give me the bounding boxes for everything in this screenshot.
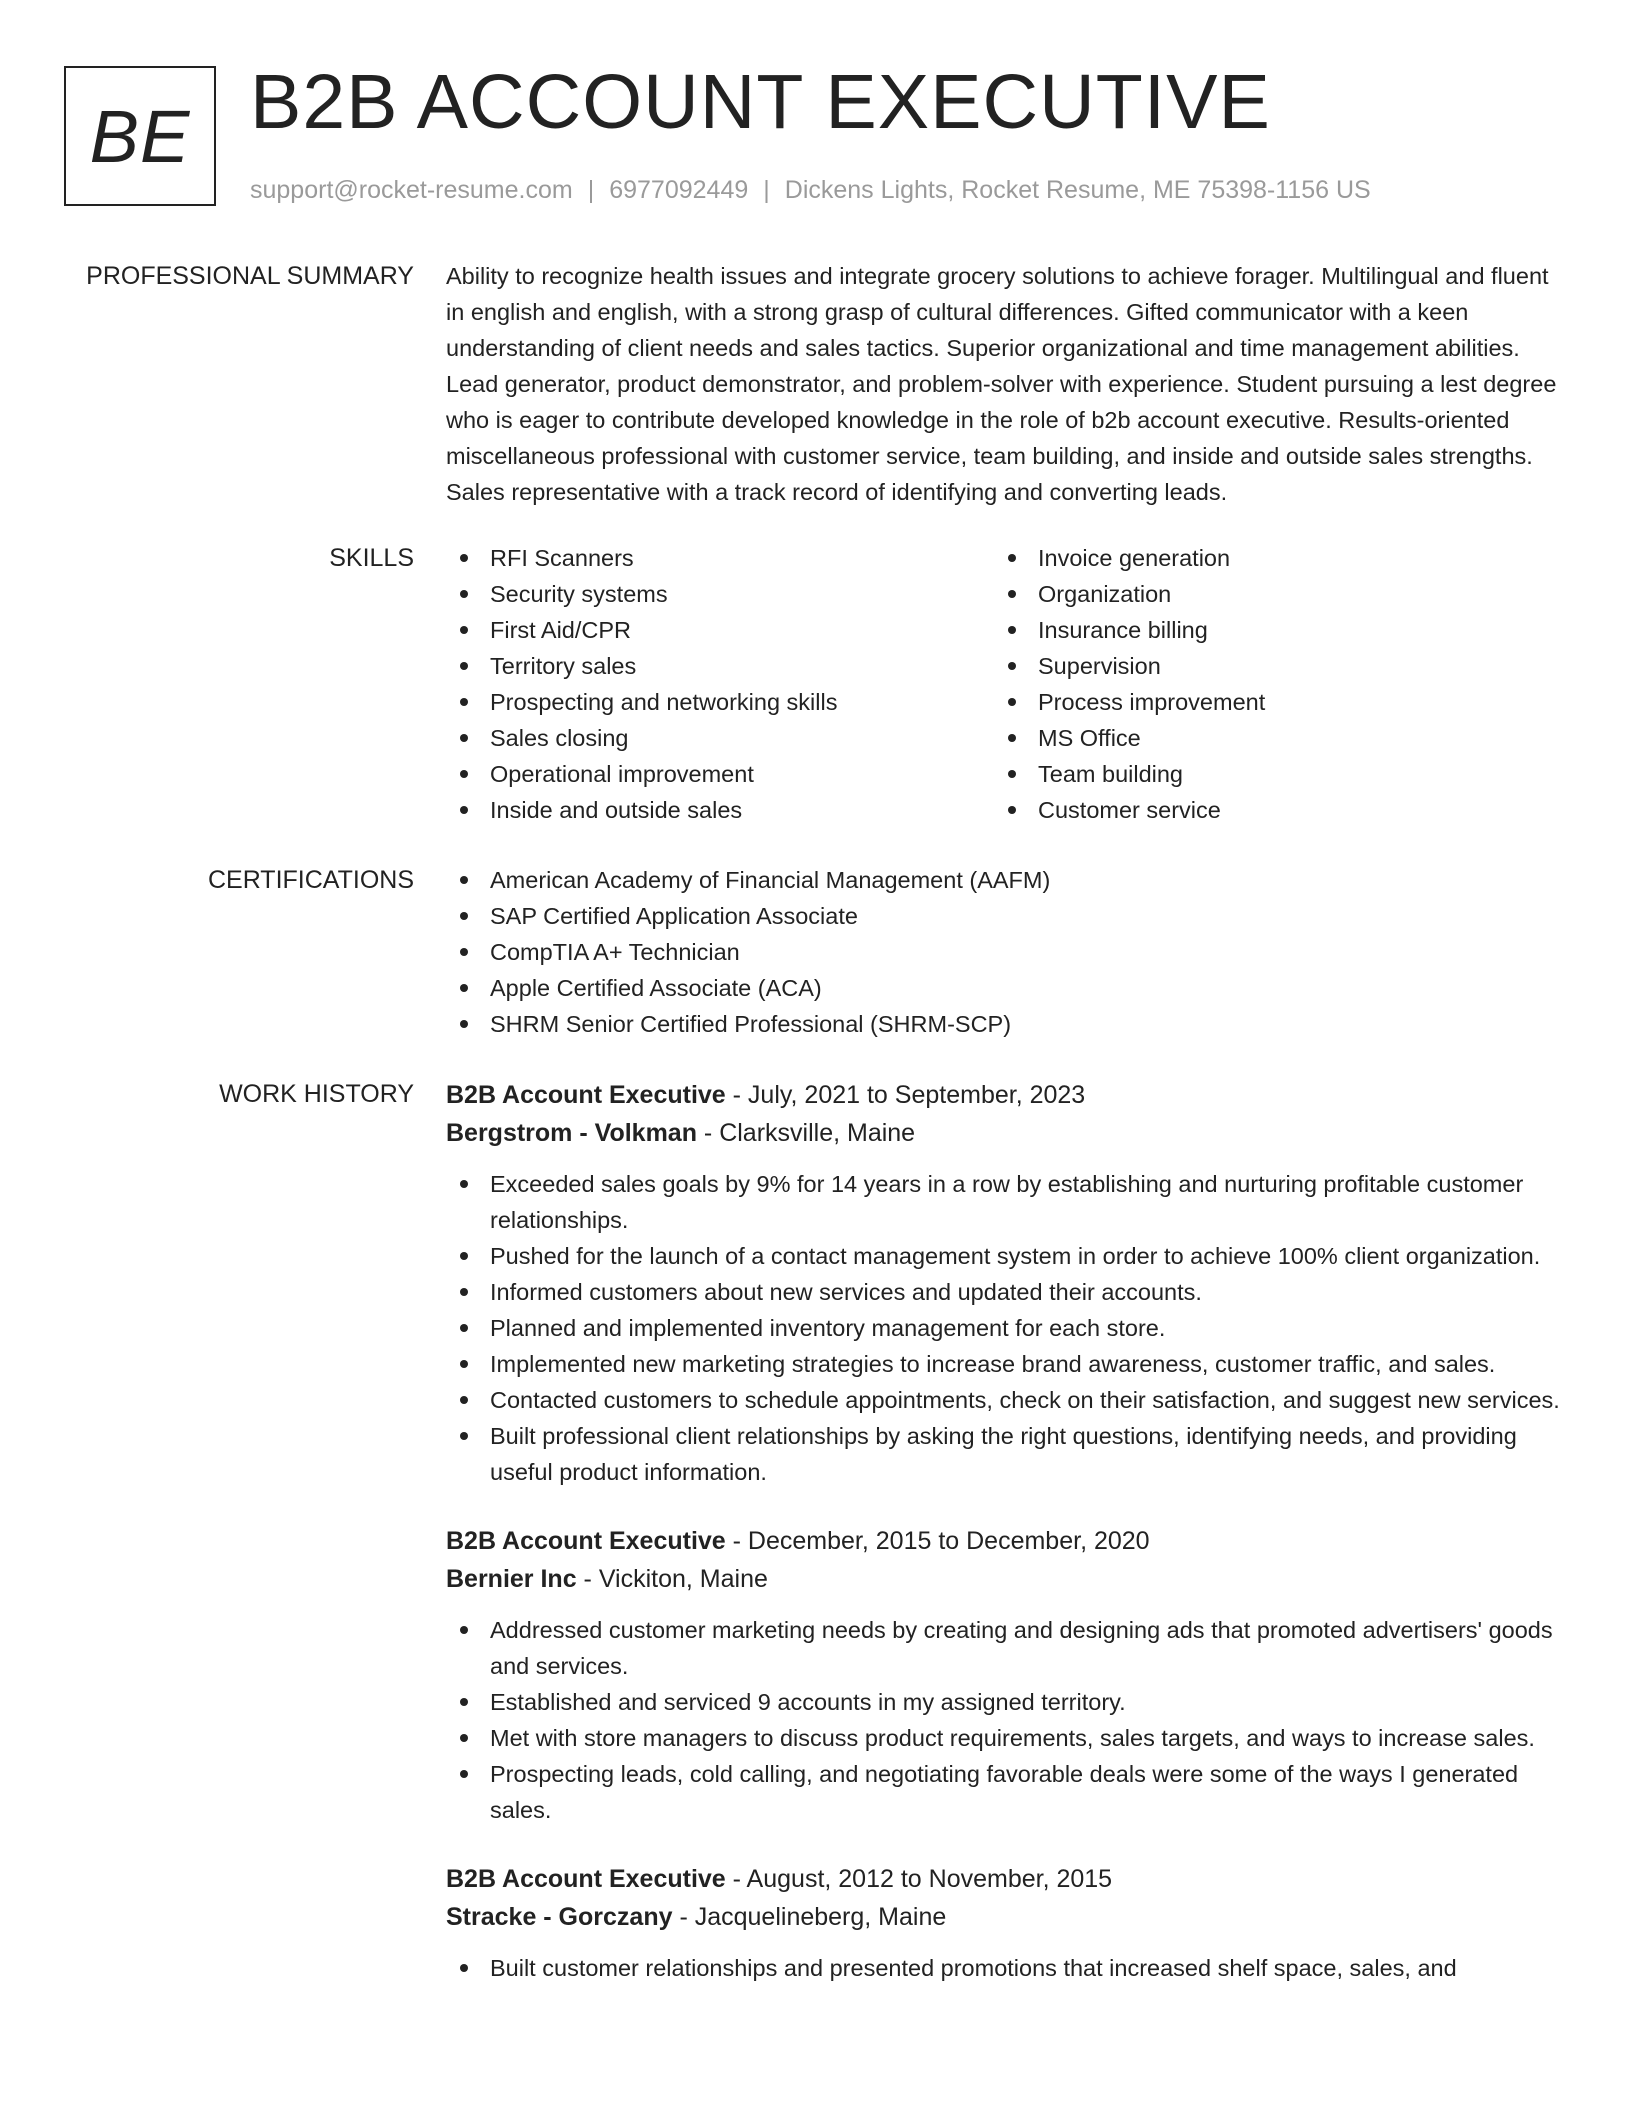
certification-item-text: SHRM Senior Certified Professional (SHRM-SCP) <box>490 1011 1012 1037</box>
bullet-dot-icon <box>460 1734 468 1742</box>
certifications-body <box>446 862 1566 1042</box>
resume-title: B2B ACCOUNT EXECUTIVE <box>250 59 1271 145</box>
work-history-heading: WORK HISTORY <box>219 1080 414 1108</box>
job-duty-item-text: Planned and implemented inventory management for each store. <box>490 1315 1166 1341</box>
bullet-dot-icon <box>460 1964 468 1972</box>
skill-item-text: Supervision <box>1038 653 1161 679</box>
skills-body <box>446 540 1566 828</box>
skill-item-text: Team building <box>1038 761 1184 787</box>
skill-item-text: Process improvement <box>1038 689 1266 715</box>
skill-item <box>994 720 1542 756</box>
certification-item-text: American Academy of Financial Management (AAFM) <box>490 867 1051 893</box>
bullet-dot-icon <box>460 984 468 992</box>
skills-list-left <box>446 540 994 828</box>
skill-item-text: Operational improvement <box>490 761 754 787</box>
bullet-dot-icon <box>460 626 468 634</box>
certification-item-text: CompTIA A+ Technician <box>490 939 740 965</box>
skill-item <box>994 540 1542 576</box>
job-duty-item <box>446 1346 1566 1382</box>
certification-item <box>446 898 1566 934</box>
bullet-dot-icon <box>460 948 468 956</box>
bullet-dot-icon <box>460 734 468 742</box>
contact-address: Dickens Lights, Rocket Resume, ME 75398-1156 US <box>784 176 1371 204</box>
skill-item-text: Prospecting and networking skills <box>490 689 838 715</box>
bullet-dot-icon <box>460 1396 468 1404</box>
skill-item-text: Territory sales <box>490 653 637 679</box>
bullet-dot-icon <box>460 1360 468 1368</box>
certification-item <box>446 934 1566 970</box>
certification-item <box>446 1006 1566 1042</box>
skill-item <box>994 756 1542 792</box>
bullet-dot-icon <box>460 770 468 778</box>
certification-item-text: Apple Certified Associate (ACA) <box>490 975 822 1001</box>
job-duty-item <box>446 1612 1566 1684</box>
job-company-line <box>446 1114 1566 1152</box>
bullet-dot-icon <box>460 1324 468 1332</box>
job-duties-list <box>446 1612 1566 1828</box>
skill-item <box>446 576 994 612</box>
bullet-dot-icon <box>460 1288 468 1296</box>
summary-heading: PROFESSIONAL SUMMARY <box>86 262 414 290</box>
job-duty-item <box>446 1684 1566 1720</box>
bullet-dot-icon <box>460 1020 468 1028</box>
monogram-logo: BE <box>64 66 216 206</box>
bullet-dot-icon <box>1008 770 1016 778</box>
certifications-heading: CERTIFICATIONS <box>207 866 414 894</box>
bullet-dot-icon <box>460 806 468 814</box>
job-duty-item-text: Exceeded sales goals by 9% for 14 years in a row by establishing and nurturing profitable customer relationships. <box>490 1171 1524 1233</box>
skill-item <box>446 648 994 684</box>
skill-item-text: Inside and outside sales <box>490 797 743 823</box>
skill-item <box>994 684 1542 720</box>
skill-item-text: Customer service <box>1038 797 1221 823</box>
job-duty-item <box>446 1950 1566 1986</box>
job-duty-item-text: Contacted customers to schedule appointments, check on their satisfaction, and suggest new services. <box>490 1387 1560 1413</box>
bullet-dot-icon <box>1008 662 1016 670</box>
job-duty-item <box>446 1274 1566 1310</box>
job-duty-item <box>446 1166 1566 1238</box>
work-history-body <box>446 1076 1566 2018</box>
summary-body <box>446 258 1566 510</box>
job-role-line <box>446 1860 1566 1898</box>
skill-item <box>446 540 994 576</box>
job-duty-item-text: Prospecting leads, cold calling, and negotiating favorable deals were some of the ways I generated sales. <box>490 1761 1519 1823</box>
bullet-dot-icon <box>460 1698 468 1706</box>
bullet-dot-icon <box>1008 590 1016 598</box>
job-location: - Jacquelineberg, Maine <box>672 1903 947 1931</box>
job-duty-item-text: Informed customers about new services and updated their accounts. <box>490 1279 1202 1305</box>
bullet-dot-icon <box>1008 626 1016 634</box>
job-duty-item-text: Addressed customer marketing needs by creating and designing ads that promoted advertisers' goods and services. <box>490 1617 1553 1679</box>
skill-item-text: Insurance billing <box>1038 617 1208 643</box>
job-duty-item <box>446 1238 1566 1274</box>
certification-item <box>446 862 1566 898</box>
job-duty-item <box>446 1720 1566 1756</box>
job-entry <box>446 1860 1566 1986</box>
skill-item <box>446 720 994 756</box>
job-duty-item <box>446 1756 1566 1828</box>
certification-item <box>446 970 1566 1006</box>
job-duties-list <box>446 1950 1566 1986</box>
job-duty-item-text: Built professional client relationships by asking the right questions, identifying needs, and providing useful product information. <box>490 1423 1517 1485</box>
skill-item-text: Organization <box>1038 581 1172 607</box>
bullet-dot-icon <box>460 1626 468 1634</box>
job-duty-item <box>446 1310 1566 1346</box>
contact-email: support@rocket-resume.com <box>250 176 573 204</box>
job-company: Bernier Inc <box>446 1565 577 1593</box>
contact-phone: 6977092449 <box>609 176 749 204</box>
skill-item-text: Security systems <box>490 581 668 607</box>
contact-line <box>250 172 1371 208</box>
skill-item <box>446 684 994 720</box>
certifications-list <box>446 862 1566 1042</box>
skills-heading: SKILLS <box>329 544 414 572</box>
bullet-dot-icon <box>1008 554 1016 562</box>
job-company-line <box>446 1560 1566 1598</box>
bullet-dot-icon <box>460 554 468 562</box>
skills-list-right <box>994 540 1542 828</box>
skill-item-text: MS Office <box>1038 725 1141 751</box>
contact-separator: | <box>763 176 770 204</box>
skill-item <box>994 648 1542 684</box>
summary-text: Ability to recognize health issues and integrate grocery solutions to achieve forager. Multilingual and fluent in english and english, with a strong grasp of cultural differences. Gifted communicator with a keen understanding of client needs and sales tactics. Superior organizational and time management abilities. Lead generator, product demonstrator, and problem-solver with experience. Student pursuing a lest degree who is eager to contribute developed knowledge in the role of b2b account executive. Results-oriented miscellaneous professional with customer service, team building, and inside and outside sales strengths. Sales representative with a track record of identifying and converting leads. <box>446 263 1557 505</box>
job-company-line <box>446 1898 1566 1936</box>
job-dates: - August, 2012 to November, 2015 <box>725 1865 1113 1893</box>
job-location: - Vickiton, Maine <box>576 1565 768 1593</box>
bullet-dot-icon <box>460 876 468 884</box>
bullet-dot-icon <box>460 1180 468 1188</box>
bullet-dot-icon <box>460 1432 468 1440</box>
contact-separator: | <box>587 176 595 204</box>
skill-item <box>446 756 994 792</box>
job-role-line <box>446 1076 1566 1114</box>
bullet-dot-icon <box>460 698 468 706</box>
job-duty-item <box>446 1418 1566 1490</box>
skill-item-text: RFI Scanners <box>490 545 634 571</box>
job-role: B2B Account Executive <box>446 1527 726 1555</box>
job-duty-item <box>446 1382 1566 1418</box>
job-role: B2B Account Executive <box>446 1081 726 1109</box>
job-company: Stracke - Gorczany <box>446 1903 673 1931</box>
job-entry <box>446 1076 1566 1490</box>
bullet-dot-icon <box>460 662 468 670</box>
skill-item <box>994 612 1542 648</box>
job-entry <box>446 1522 1566 1828</box>
bullet-dot-icon <box>1008 806 1016 814</box>
skill-item-text: Sales closing <box>490 725 629 751</box>
skill-item-text: First Aid/CPR <box>490 617 632 643</box>
bullet-dot-icon <box>1008 734 1016 742</box>
job-dates: - July, 2021 to September, 2023 <box>725 1081 1086 1109</box>
job-duties-list <box>446 1166 1566 1490</box>
bullet-dot-icon <box>460 590 468 598</box>
skill-item <box>446 792 994 828</box>
bullet-dot-icon <box>1008 698 1016 706</box>
skill-item <box>994 576 1542 612</box>
skill-item <box>994 792 1542 828</box>
bullet-dot-icon <box>460 1252 468 1260</box>
job-role-line <box>446 1522 1566 1560</box>
job-duty-item-text: Built customer relationships and presented promotions that increased shelf space, sales, and <box>490 1955 1457 1981</box>
job-duty-item-text: Pushed for the launch of a contact management system in order to achieve 100% client organization. <box>490 1243 1541 1269</box>
job-duty-item-text: Met with store managers to discuss product requirements, sales targets, and ways to increase sales. <box>490 1725 1535 1751</box>
job-role: B2B Account Executive <box>446 1865 726 1893</box>
job-company: Bergstrom - Volkman <box>446 1119 697 1147</box>
job-dates: - December, 2015 to December, 2020 <box>725 1527 1150 1555</box>
skills-column-right <box>994 540 1542 828</box>
skill-item-text: Invoice generation <box>1038 545 1231 571</box>
skills-column-left <box>446 540 994 828</box>
skill-item <box>446 612 994 648</box>
job-duty-item-text: Implemented new marketing strategies to increase brand awareness, customer traffic, and sales. <box>490 1351 1496 1377</box>
bullet-dot-icon <box>460 1770 468 1778</box>
bullet-dot-icon <box>460 912 468 920</box>
job-duty-item-text: Established and serviced 9 accounts in my assigned territory. <box>490 1689 1126 1715</box>
certification-item-text: SAP Certified Application Associate <box>490 903 858 929</box>
job-location: - Clarksville, Maine <box>696 1119 916 1147</box>
